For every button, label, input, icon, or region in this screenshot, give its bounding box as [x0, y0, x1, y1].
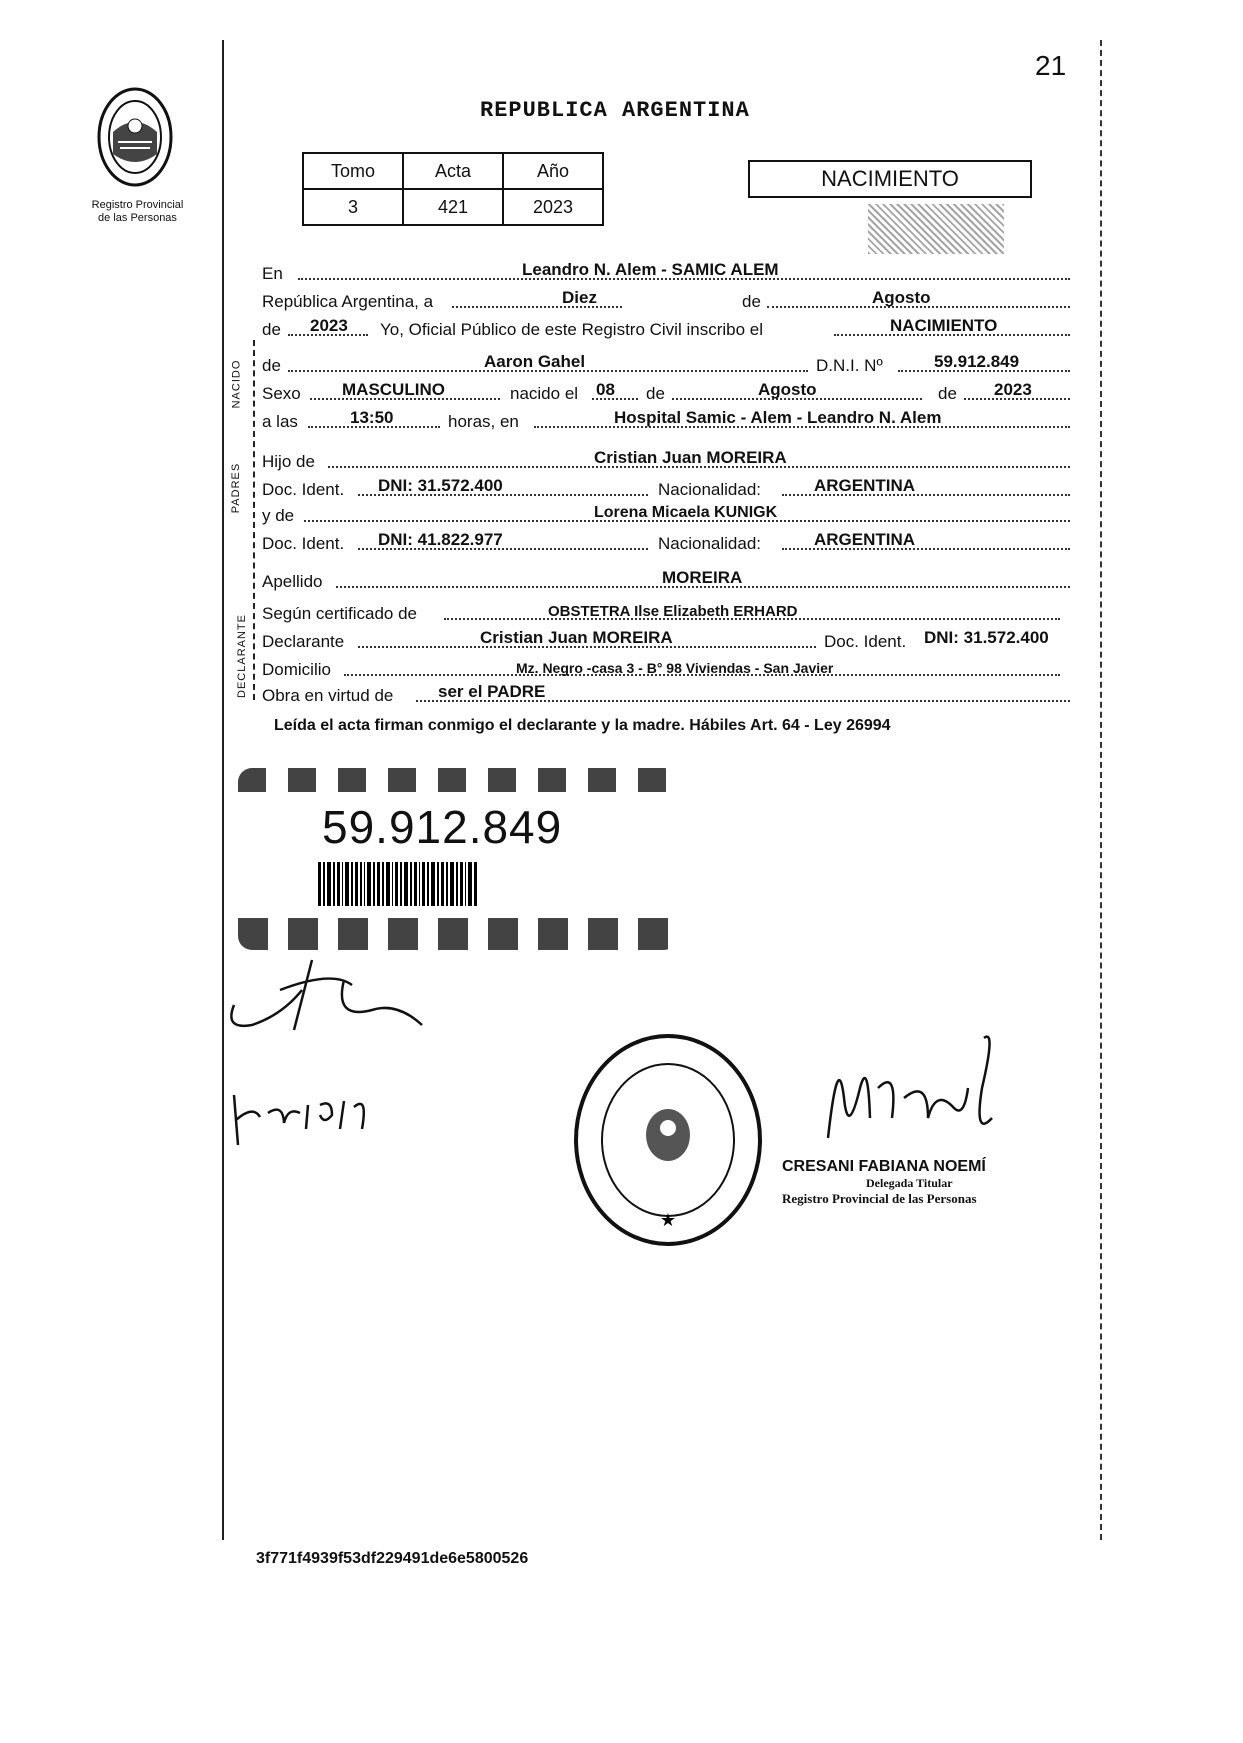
de-name-label: de: [262, 356, 281, 375]
segun-label: Según certificado de: [262, 604, 417, 623]
row-apellido: [262, 568, 1072, 594]
dni-value: 59.912.849: [934, 352, 1020, 371]
obra-value: ser el PADRE: [438, 682, 546, 701]
en-value: Leandro N. Alem - SAMIC ALEM: [522, 260, 779, 279]
nacido-label: nacido el: [510, 384, 579, 403]
side-label-padres: PADRES: [230, 462, 243, 514]
birth-year: 2023: [994, 380, 1032, 399]
sexo-value: MASCULINO: [342, 380, 445, 399]
stamp-dni-number: 59.912.849: [322, 801, 563, 853]
day-value: Diez: [562, 288, 597, 307]
row-yo: [262, 316, 1072, 342]
official-role: Delegada Titular: [866, 1176, 953, 1190]
father-nat: ARGENTINA: [814, 476, 916, 495]
document-hash: 3f771f4939f53df229491de6e5800526: [256, 1550, 529, 1567]
dni-label: D.N.I. Nº: [816, 356, 883, 375]
tomo-header: Tomo: [303, 153, 403, 189]
stamp-border-top: [238, 768, 678, 792]
official-signature: [808, 1028, 1018, 1148]
apellido-value: MOREIRA: [662, 568, 743, 587]
row-declarante: [262, 628, 1072, 654]
official-block: [782, 1158, 1042, 1207]
row-mother: [262, 502, 1072, 528]
row-name: [262, 352, 1072, 378]
declarant-signature: [222, 950, 442, 1040]
mother-nac-label: Nacionalidad:: [658, 534, 762, 553]
domicilio-label: Domicilio: [262, 660, 331, 679]
row-hora: [262, 408, 1072, 434]
row-hijo: [262, 448, 1072, 474]
certificado-value: OBSTETRA Ilse Elizabeth ERHARD: [548, 603, 798, 620]
father-name: Cristian Juan MOREIRA: [594, 448, 787, 467]
father-doc: DNI: 31.572.400: [378, 476, 503, 495]
stamp-border-bottom: [238, 918, 678, 950]
registry-logo: [80, 82, 195, 225]
acta-header: Acta: [403, 153, 503, 189]
section-divider-line: [253, 340, 255, 700]
place-value: Hospital Samic - Alem - Leandro N. Alem: [614, 408, 942, 427]
row-republica: [262, 288, 1072, 314]
de3-label: de: [646, 384, 665, 403]
official-office: Registro Provincial de las Personas: [782, 1191, 977, 1206]
row-domicilio: [262, 656, 1072, 682]
closing-note: Leída el acta firman conmigo el declarante y la madre. Hábiles Art. 64 - Ley 26994: [274, 717, 891, 734]
obra-label: Obra en virtud de: [262, 686, 394, 705]
hour-value: 13:50: [350, 408, 394, 427]
row-mother-doc: [262, 530, 1072, 556]
de4-label: de: [938, 384, 957, 403]
acta-value: 421: [403, 189, 503, 225]
domicilio-value: Mz. Negro -casa 3 - B° 98 Viviendas - San Javier: [516, 660, 834, 676]
row-father-doc: [262, 476, 1072, 502]
side-label-nacido: NACIDO: [230, 359, 243, 409]
mother-name: Lorena Micaela KUNIGK: [594, 504, 778, 521]
mother-nat: ARGENTINA: [814, 530, 916, 549]
hijo-label: Hijo de: [262, 452, 315, 471]
svg-text:★: ★: [659, 1210, 677, 1231]
record-type-box: NACIMIENTO: [748, 160, 1032, 198]
a-las-label: a las: [262, 412, 298, 431]
official-seal: [568, 1030, 768, 1255]
row-en: [262, 260, 1072, 286]
declarante-label: Declarante: [262, 632, 345, 651]
official-name: CRESANI FABIANA NOEMÍ: [782, 1158, 986, 1175]
birth-month: Agosto: [758, 380, 817, 399]
month-value: Agosto: [872, 288, 931, 307]
right-margin-line: [1100, 40, 1102, 1540]
name-value: Aaron Gahel: [484, 352, 586, 371]
row-obra: [262, 682, 1072, 708]
birth-day: 08: [596, 380, 615, 399]
seal-icon: [568, 1030, 768, 1250]
barcode: [318, 862, 479, 906]
registry-table: [302, 152, 604, 226]
province-shield-icon: [80, 82, 190, 192]
en-label: En: [262, 264, 283, 283]
row-sexo: [262, 380, 1072, 406]
father-doc-label: Doc. Ident.: [262, 480, 345, 499]
page-number: 21: [1035, 50, 1067, 81]
father-nac-label: Nacionalidad:: [658, 480, 762, 499]
declarante-value: Cristian Juan MOREIRA: [480, 628, 673, 647]
security-hologram: [868, 204, 1004, 254]
side-label-declarante: DECLARANTE: [235, 614, 248, 698]
de-label: de: [742, 292, 761, 311]
inscribo-value: NACIMIENTO: [890, 316, 998, 335]
logo-caption-line2: de las Personas: [98, 212, 177, 224]
mother-doc-label: Doc. Ident.: [262, 534, 345, 553]
anio-value: 2023: [503, 189, 603, 225]
mother-signature: [228, 1085, 388, 1155]
year-value: 2023: [310, 316, 348, 335]
apellido-label: Apellido: [262, 572, 323, 591]
declarante-doc: DNI: 31.572.400: [924, 628, 1049, 647]
logo-caption-line1: Registro Provincial: [91, 199, 184, 211]
row-certificado: [262, 600, 1072, 626]
horas-label: horas, en: [448, 412, 519, 431]
sexo-label: Sexo: [262, 384, 301, 403]
yo-label: Yo, Oficial Público de este Registro Civil inscribo el: [380, 320, 763, 339]
declarante-doc-label: Doc. Ident.: [824, 632, 907, 651]
document-title: REPUBLICA ARGENTINA: [480, 98, 750, 123]
y-de-label: y de: [262, 506, 295, 525]
republica-label: República Argentina, a: [262, 292, 434, 311]
left-margin-line: [222, 40, 224, 1540]
mother-doc: DNI: 41.822.977: [378, 530, 503, 549]
anio-header: Año: [503, 153, 603, 189]
de2-label: de: [262, 320, 281, 339]
tomo-value: 3: [303, 189, 403, 225]
